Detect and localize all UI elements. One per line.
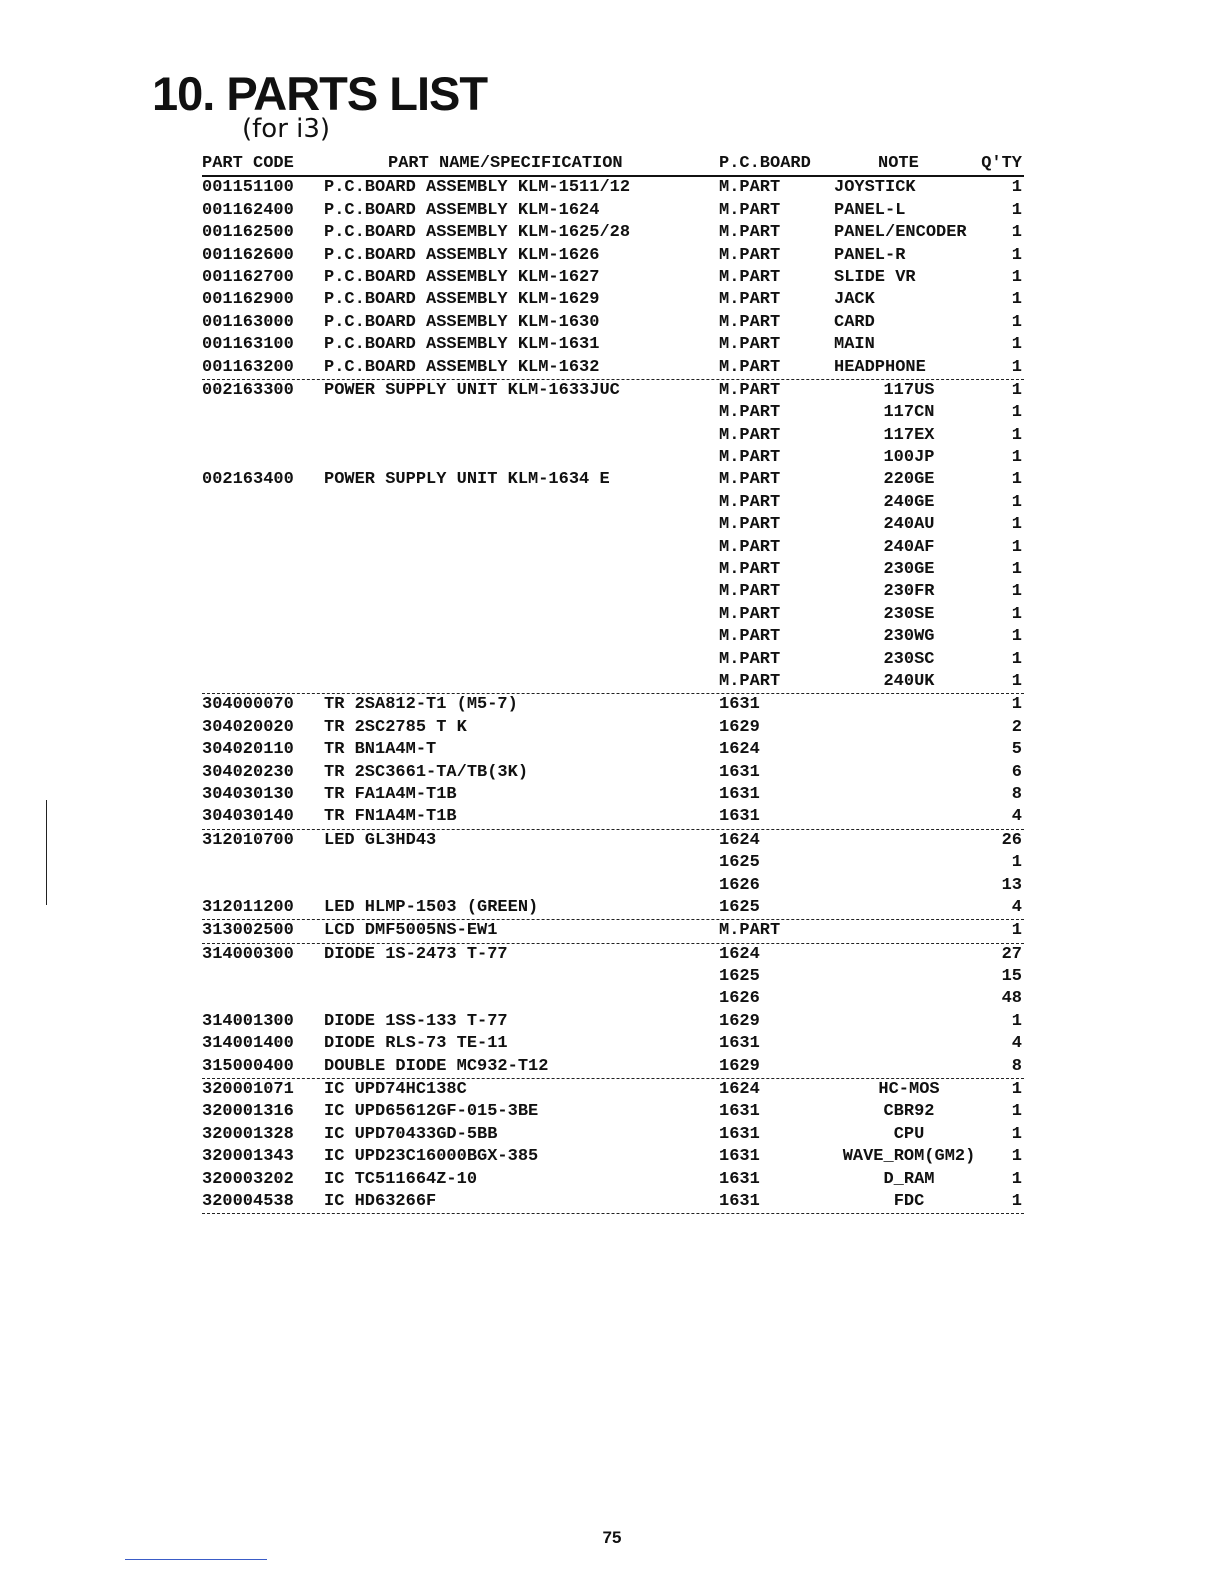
- part-code-cell: 001163000: [202, 312, 294, 332]
- qty-cell: 1: [1011, 1102, 1022, 1122]
- note-cell: 240AF: [883, 537, 935, 557]
- pc-board-cell: 1631: [719, 807, 760, 827]
- table-row: [202, 425, 1024, 447]
- note-cell: WAVE_ROM(GM2): [842, 1147, 976, 1167]
- note-cell: SLIDE VR: [834, 267, 916, 287]
- part-code-cell: 001163200: [202, 357, 294, 377]
- table-row: [202, 267, 1024, 289]
- table-row: [202, 559, 1024, 581]
- note-cell: 117US: [883, 380, 935, 400]
- qty-cell: 1: [1011, 537, 1022, 557]
- part-code-cell: 314000300: [202, 944, 294, 964]
- note-cell: 240UK: [883, 671, 935, 691]
- table-row: [202, 1101, 1024, 1123]
- note-cell: 230FR: [883, 582, 935, 602]
- pc-board-cell: 1626: [719, 989, 760, 1009]
- part-name-cell: DIODE RLS-73 TE-11: [324, 1034, 508, 1054]
- qty-cell: 1: [1011, 223, 1022, 243]
- qty-cell: 8: [1011, 1056, 1022, 1076]
- part-code-cell: 304020110: [202, 740, 294, 760]
- note-cell: PANEL-R: [834, 245, 906, 265]
- qty-cell: 1: [1011, 1080, 1022, 1100]
- part-code-cell: 320001343: [202, 1147, 294, 1167]
- part-code-cell: 313002500: [202, 921, 294, 941]
- part-code-cell: 320001328: [202, 1124, 294, 1144]
- table-row: [202, 830, 1024, 852]
- part-code-cell: 304000070: [202, 695, 294, 715]
- table-row: [202, 852, 1024, 874]
- pc-board-cell: 1624: [719, 740, 760, 760]
- table-row: [202, 334, 1024, 356]
- part-name-cell: IC TC511664Z-10: [324, 1169, 478, 1189]
- table-row: [202, 944, 1024, 966]
- part-code-cell: 312010700: [202, 830, 294, 850]
- note-cell: PANEL/ENCODER: [834, 223, 967, 243]
- table-row: [202, 245, 1024, 267]
- table-row: [202, 762, 1024, 784]
- part-code-cell: 304030130: [202, 784, 294, 804]
- part-name-cell: P.C.BOARD ASSEMBLY KLM-1632: [324, 357, 600, 377]
- qty-cell: 6: [1011, 762, 1022, 782]
- part-name-cell: LED GL3HD43: [324, 830, 437, 850]
- qty-cell: 1: [1011, 604, 1022, 624]
- table-row: [202, 469, 1024, 491]
- pc-board-cell: M.PART: [719, 470, 781, 490]
- qty-cell: 1: [1011, 1147, 1022, 1167]
- qty-cell: 1: [1011, 245, 1022, 265]
- note-cell: MAIN: [834, 335, 875, 355]
- header-pc-board: P.C.BOARD: [719, 154, 811, 173]
- note-cell: 230GE: [883, 560, 935, 580]
- qty-cell: 5: [1011, 740, 1022, 760]
- table-body: [202, 177, 1024, 1214]
- part-name-cell: TR 2SA812-T1 (M5-7): [324, 695, 518, 715]
- table-row: [202, 988, 1024, 1010]
- pc-board-cell: 1631: [719, 762, 760, 782]
- table-row: [202, 604, 1024, 626]
- part-name-cell: POWER SUPPLY UNIT KLM-1633JUC: [324, 380, 620, 400]
- note-cell: 230SC: [883, 649, 935, 669]
- qty-cell: 1: [1011, 335, 1022, 355]
- qty-cell: 1: [1011, 178, 1022, 198]
- pc-board-cell: 1631: [719, 695, 760, 715]
- note-cell: 240AU: [883, 515, 935, 535]
- table-row: [202, 1146, 1024, 1168]
- pc-board-cell: M.PART: [719, 223, 781, 243]
- table-row: [202, 806, 1024, 829]
- part-name-cell: LED HLMP-1503 (GREEN): [324, 897, 539, 917]
- qty-cell: 1: [1011, 695, 1022, 715]
- qty-cell: 1: [1011, 515, 1022, 535]
- pc-board-cell: 1629: [719, 717, 760, 737]
- part-code-cell: 304020230: [202, 762, 294, 782]
- pc-board-cell: M.PART: [719, 245, 781, 265]
- pc-board-cell: 1625: [719, 897, 760, 917]
- part-name-cell: DIODE 1S-2473 T-77: [324, 944, 508, 964]
- pc-board-cell: M.PART: [719, 492, 781, 512]
- table-row: [202, 966, 1024, 988]
- part-code-cell: 314001300: [202, 1011, 294, 1031]
- note-cell: 230WG: [883, 627, 935, 647]
- pc-board-cell: M.PART: [719, 627, 781, 647]
- part-name-cell: P.C.BOARD ASSEMBLY KLM-1627: [324, 267, 600, 287]
- note-cell: HC-MOS: [878, 1080, 940, 1100]
- part-name-cell: P.C.BOARD ASSEMBLY KLM-1625/28: [324, 223, 631, 243]
- table-row: [202, 289, 1024, 311]
- pc-board-cell: M.PART: [719, 582, 781, 602]
- table-row: [202, 1011, 1024, 1033]
- qty-cell: 2: [1011, 717, 1022, 737]
- qty-cell: 1: [1011, 1191, 1022, 1211]
- header-part-code: PART CODE: [202, 154, 294, 173]
- qty-cell: 1: [1011, 853, 1022, 873]
- note-cell: 240GE: [883, 492, 935, 512]
- table-row: [202, 717, 1024, 739]
- pc-board-cell: 1624: [719, 944, 760, 964]
- part-name-cell: P.C.BOARD ASSEMBLY KLM-1631: [324, 335, 600, 355]
- note-cell: FDC: [893, 1191, 925, 1211]
- part-name-cell: DIODE 1SS-133 T-77: [324, 1011, 508, 1031]
- note-cell: CARD: [834, 312, 875, 332]
- qty-cell: 1: [1011, 448, 1022, 468]
- part-name-cell: P.C.BOARD ASSEMBLY KLM-1624: [324, 200, 600, 220]
- table-row: [202, 920, 1024, 943]
- part-code-cell: 315000400: [202, 1056, 294, 1076]
- table-row: [202, 1191, 1024, 1214]
- pc-board-cell: M.PART: [719, 448, 781, 468]
- qty-cell: 1: [1011, 312, 1022, 332]
- part-code-cell: 002163300: [202, 380, 294, 400]
- footer-rule: [125, 1559, 267, 1560]
- qty-cell: 4: [1011, 807, 1022, 827]
- qty-cell: 4: [1011, 897, 1022, 917]
- note-cell: 220GE: [883, 470, 935, 490]
- note-cell: PANEL-L: [834, 200, 906, 220]
- pc-board-cell: M.PART: [719, 357, 781, 377]
- pc-board-cell: 1631: [719, 1169, 760, 1189]
- table-row: [202, 177, 1024, 199]
- pc-board-cell: 1631: [719, 784, 760, 804]
- qty-cell: 1: [1011, 357, 1022, 377]
- pc-board-cell: M.PART: [719, 335, 781, 355]
- table-row: [202, 357, 1024, 380]
- pc-board-cell: 1629: [719, 1011, 760, 1031]
- qty-cell: 1: [1011, 425, 1022, 445]
- parts-table: [202, 153, 1024, 1214]
- table-row: [202, 875, 1024, 897]
- pc-board-cell: M.PART: [719, 380, 781, 400]
- qty-cell: 1: [1011, 470, 1022, 490]
- qty-cell: 26: [1001, 830, 1022, 850]
- note-cell: 117CN: [883, 403, 935, 423]
- pc-board-cell: 1629: [719, 1056, 760, 1076]
- qty-cell: 1: [1011, 560, 1022, 580]
- table-row: [202, 694, 1024, 716]
- note-cell: CBR92: [883, 1102, 935, 1122]
- note-cell: D_RAM: [883, 1169, 935, 1189]
- table-row: [202, 514, 1024, 536]
- part-code-cell: 001163100: [202, 335, 294, 355]
- table-row: [202, 1169, 1024, 1191]
- pc-board-cell: M.PART: [719, 649, 781, 669]
- note-cell: 230SE: [883, 604, 935, 624]
- pc-board-cell: 1631: [719, 1124, 760, 1144]
- qty-cell: 1: [1011, 582, 1022, 602]
- pc-board-cell: 1625: [719, 853, 760, 873]
- part-code-cell: 001162700: [202, 267, 294, 287]
- part-code-cell: 314001400: [202, 1034, 294, 1054]
- table-row: [202, 402, 1024, 424]
- part-code-cell: 001151100: [202, 178, 294, 198]
- part-code-cell: 304030140: [202, 807, 294, 827]
- pc-board-cell: M.PART: [719, 671, 781, 691]
- header-part-name: PART NAME/SPECIFICATION: [388, 154, 623, 173]
- pc-board-cell: 1624: [719, 830, 760, 850]
- table-row: [202, 222, 1024, 244]
- part-name-cell: IC HD63266F: [324, 1191, 437, 1211]
- table-row: [202, 200, 1024, 222]
- table-row: [202, 447, 1024, 469]
- part-code-cell: 320001071: [202, 1080, 294, 1100]
- part-name-cell: POWER SUPPLY UNIT KLM-1634 E: [324, 470, 610, 490]
- page-subtitle: (for i3): [242, 114, 331, 144]
- pc-board-cell: M.PART: [719, 425, 781, 445]
- part-name-cell: LCD DMF5005NS-EW1: [324, 921, 498, 941]
- table-row: [202, 626, 1024, 648]
- qty-cell: 1: [1011, 649, 1022, 669]
- part-name-cell: TR BN1A4M-T: [324, 740, 437, 760]
- pc-board-cell: M.PART: [719, 200, 781, 220]
- qty-cell: 1: [1011, 290, 1022, 310]
- table-row: [202, 492, 1024, 514]
- qty-cell: 27: [1001, 944, 1022, 964]
- qty-cell: 1: [1011, 671, 1022, 691]
- table-row: [202, 380, 1024, 402]
- pc-board-cell: M.PART: [719, 537, 781, 557]
- part-name-cell: P.C.BOARD ASSEMBLY KLM-1511/12: [324, 178, 631, 198]
- table-row: [202, 897, 1024, 920]
- table-row: [202, 581, 1024, 603]
- qty-cell: 1: [1011, 1169, 1022, 1189]
- table-row: [202, 537, 1024, 559]
- part-name-cell: TR FN1A4M-T1B: [324, 807, 457, 827]
- table-row: [202, 784, 1024, 806]
- part-code-cell: 002163400: [202, 470, 294, 490]
- part-code-cell: 320003202: [202, 1169, 294, 1189]
- pc-board-cell: M.PART: [719, 921, 781, 941]
- part-name-cell: IC UPD65612GF-015-3BE: [324, 1102, 539, 1122]
- pc-board-cell: M.PART: [719, 560, 781, 580]
- part-code-cell: 001162900: [202, 290, 294, 310]
- header-qty: Q'TY: [981, 154, 1022, 173]
- note-cell: HEADPHONE: [834, 357, 926, 377]
- part-code-cell: 320001316: [202, 1102, 294, 1122]
- table-row: [202, 1124, 1024, 1146]
- part-name-cell: TR 2SC3661-TA/TB(3K): [324, 762, 529, 782]
- part-name-cell: DOUBLE DIODE MC932-T12: [324, 1056, 549, 1076]
- part-code-cell: 312011200: [202, 897, 294, 917]
- pc-board-cell: 1631: [719, 1191, 760, 1211]
- pc-board-cell: M.PART: [719, 515, 781, 535]
- pc-board-cell: M.PART: [719, 604, 781, 624]
- table-row: [202, 1033, 1024, 1055]
- pc-board-cell: 1626: [719, 875, 760, 895]
- pc-board-cell: M.PART: [719, 290, 781, 310]
- pc-board-cell: M.PART: [719, 312, 781, 332]
- pc-board-cell: 1625: [719, 967, 760, 987]
- pc-board-cell: 1631: [719, 1147, 760, 1167]
- part-name-cell: IC UPD70433GD-5BB: [324, 1124, 498, 1144]
- pc-board-cell: M.PART: [719, 267, 781, 287]
- table-row: [202, 739, 1024, 761]
- part-name-cell: P.C.BOARD ASSEMBLY KLM-1626: [324, 245, 600, 265]
- part-code-cell: 001162500: [202, 223, 294, 243]
- table-row: [202, 1079, 1024, 1101]
- part-name-cell: TR FA1A4M-T1B: [324, 784, 457, 804]
- page-title: 10. PARTS LIST: [152, 67, 488, 120]
- part-name-cell: P.C.BOARD ASSEMBLY KLM-1629: [324, 290, 600, 310]
- qty-cell: 1: [1011, 267, 1022, 287]
- qty-cell: 13: [1001, 875, 1022, 895]
- pc-board-cell: M.PART: [719, 178, 781, 198]
- page-number: 75: [602, 1528, 622, 1547]
- part-code-cell: 001162600: [202, 245, 294, 265]
- qty-cell: 1: [1011, 492, 1022, 512]
- part-name-cell: P.C.BOARD ASSEMBLY KLM-1630: [324, 312, 600, 332]
- note-cell: JACK: [834, 290, 875, 310]
- pc-board-cell: 1631: [719, 1034, 760, 1054]
- qty-cell: 48: [1001, 989, 1022, 1009]
- table-row: [202, 671, 1024, 694]
- qty-cell: 1: [1011, 200, 1022, 220]
- table-row: [202, 1056, 1024, 1079]
- qty-cell: 1: [1011, 627, 1022, 647]
- part-code-cell: 304020020: [202, 717, 294, 737]
- note-cell: 117EX: [883, 425, 935, 445]
- pc-board-cell: 1631: [719, 1102, 760, 1122]
- pc-board-cell: 1624: [719, 1080, 760, 1100]
- part-name-cell: TR 2SC2785 T K: [324, 717, 467, 737]
- qty-cell: 8: [1011, 784, 1022, 804]
- part-name-cell: IC UPD74HC138C: [324, 1080, 467, 1100]
- note-cell: 100JP: [883, 448, 935, 468]
- qty-cell: 1: [1011, 380, 1022, 400]
- pc-board-cell: M.PART: [719, 403, 781, 423]
- part-code-cell: 001162400: [202, 200, 294, 220]
- qty-cell: 1: [1011, 1124, 1022, 1144]
- qty-cell: 1: [1011, 403, 1022, 423]
- qty-cell: 4: [1011, 1034, 1022, 1054]
- note-cell: JOYSTICK: [834, 178, 916, 198]
- qty-cell: 1: [1011, 1011, 1022, 1031]
- part-code-cell: 320004538: [202, 1191, 294, 1211]
- header-note: NOTE: [878, 154, 919, 173]
- note-cell: CPU: [893, 1124, 925, 1144]
- margin-mark: [46, 800, 47, 905]
- table-row: [202, 312, 1024, 334]
- qty-cell: 1: [1011, 921, 1022, 941]
- table-header: [202, 153, 1024, 177]
- qty-cell: 15: [1001, 967, 1022, 987]
- table-row: [202, 649, 1024, 671]
- part-name-cell: IC UPD23C16000BGX-385: [324, 1147, 539, 1167]
